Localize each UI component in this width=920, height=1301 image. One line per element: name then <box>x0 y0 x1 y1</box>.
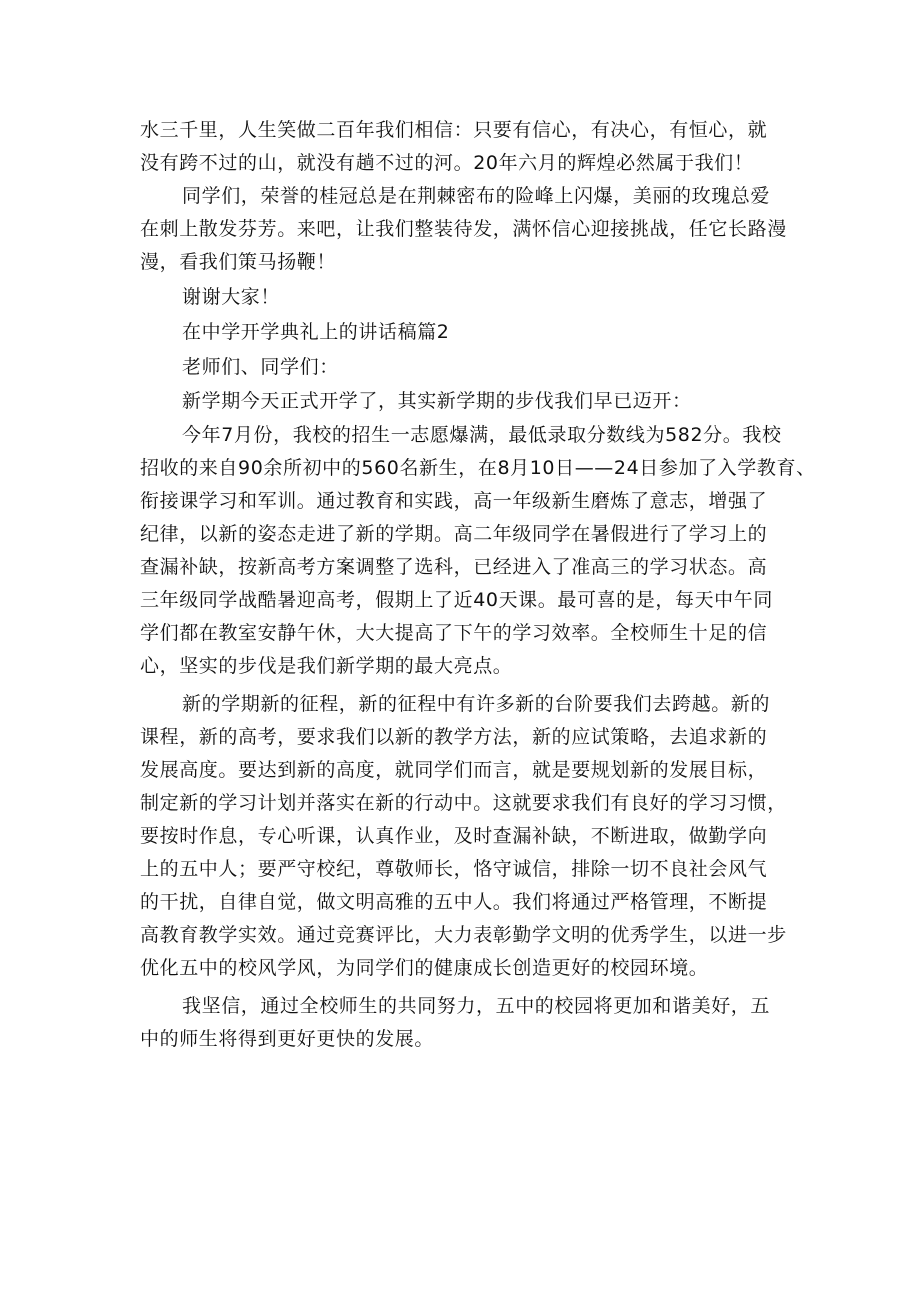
text-line: 心，坚实的步伐是我们新学期的最大亮点。 <box>140 655 513 677</box>
text-line: 水三千里，人生笑做二百年我们相信：只要有信心，有决心，有恒心，就 <box>140 119 768 141</box>
thanks-line: 谢谢大家！ <box>182 286 281 308</box>
paragraph-start-line: 新学期今天正式开学了，其实新学期的步伐我们早已迈开： <box>182 390 692 412</box>
text-line: 课程，新的高考，要求我们以新的教学方法，新的应试策略，去追求新的 <box>140 726 768 748</box>
paragraph-start-line: 我坚信，通过全校师生的共同努力，五中的校园将更加和谐美好，五 <box>182 995 771 1017</box>
paragraph-start-line: 新的学期新的征程，新的征程中有许多新的台阶要我们去跨越。新的 <box>182 693 771 715</box>
paragraph-start-line: 今年7月份，我校的招生一志愿爆满，最低录取分数线为582分。我校 <box>182 424 782 446</box>
text-line: 三年级同学战酷暑迎高考，假期上了近40天课。最可喜的是，每天中午同 <box>140 589 773 611</box>
text-line: 上的五中人；要严守校纪，尊敬师长，恪守诚信，排除一切不良社会风气 <box>140 858 768 880</box>
text-line: 招收的来自90余所初中的560名新生，在8月10日——24日参加了入学教育、 <box>140 457 816 479</box>
paragraph-start-line: 同学们，荣誉的桂冠总是在荆棘密布的险峰上闪爆，美丽的玫瑰总爱 <box>182 185 771 207</box>
text-line: 在刺上散发芬芳。来吧，让我们整装待发，满怀信心迎接挑战，任它长路漫 <box>140 218 787 240</box>
text-line: 发展高度。要达到新的高度，就同学们而言，就是要规划新的发展目标， <box>140 759 768 781</box>
salutation: 老师们、同学们： <box>182 356 339 378</box>
text-line: 要按时作息，专心听课，认真作业，及时查漏补缺，不断进取，做勤学向 <box>140 825 768 847</box>
section-title: 在中学开学典礼上的讲话稿篇2 <box>182 321 450 343</box>
text-line: 的干扰，自律自觉，做文明高雅的五中人。我们将通过严格管理，不断提 <box>140 891 768 913</box>
text-line: 学们都在教室安静午休，大大提高了下午的学习效率。全校师生十足的信 <box>140 622 768 644</box>
text-line: 中的师生将得到更好更快的发展。 <box>140 1028 435 1050</box>
text-line: 漫，看我们策马扬鞭！ <box>140 251 337 273</box>
text-line: 制定新的学习计划并落实在新的行动中。这就要求我们有良好的学习习惯， <box>140 792 787 814</box>
text-line: 纪律，以新的姿态走进了新的学期。高二年级同学在暑假进行了学习上的 <box>140 523 768 545</box>
text-line: 高教育教学实效。通过竞赛评比，大力表彰勤学文明的优秀学生，以进一步 <box>140 924 787 946</box>
text-line: 没有跨不过的山，就没有趟不过的河。20年六月的辉煌必然属于我们！ <box>140 152 754 174</box>
text-line: 查漏补缺，按新高考方案调整了选科，已经进入了准高三的学习状态。高 <box>140 556 768 578</box>
text-line: 优化五中的校风学风，为同学们的健康成长创造更好的校园环境。 <box>140 957 709 979</box>
text-line: 衔接课学习和军训。通过教育和实践，高一年级新生磨炼了意志，增强了 <box>140 490 768 512</box>
